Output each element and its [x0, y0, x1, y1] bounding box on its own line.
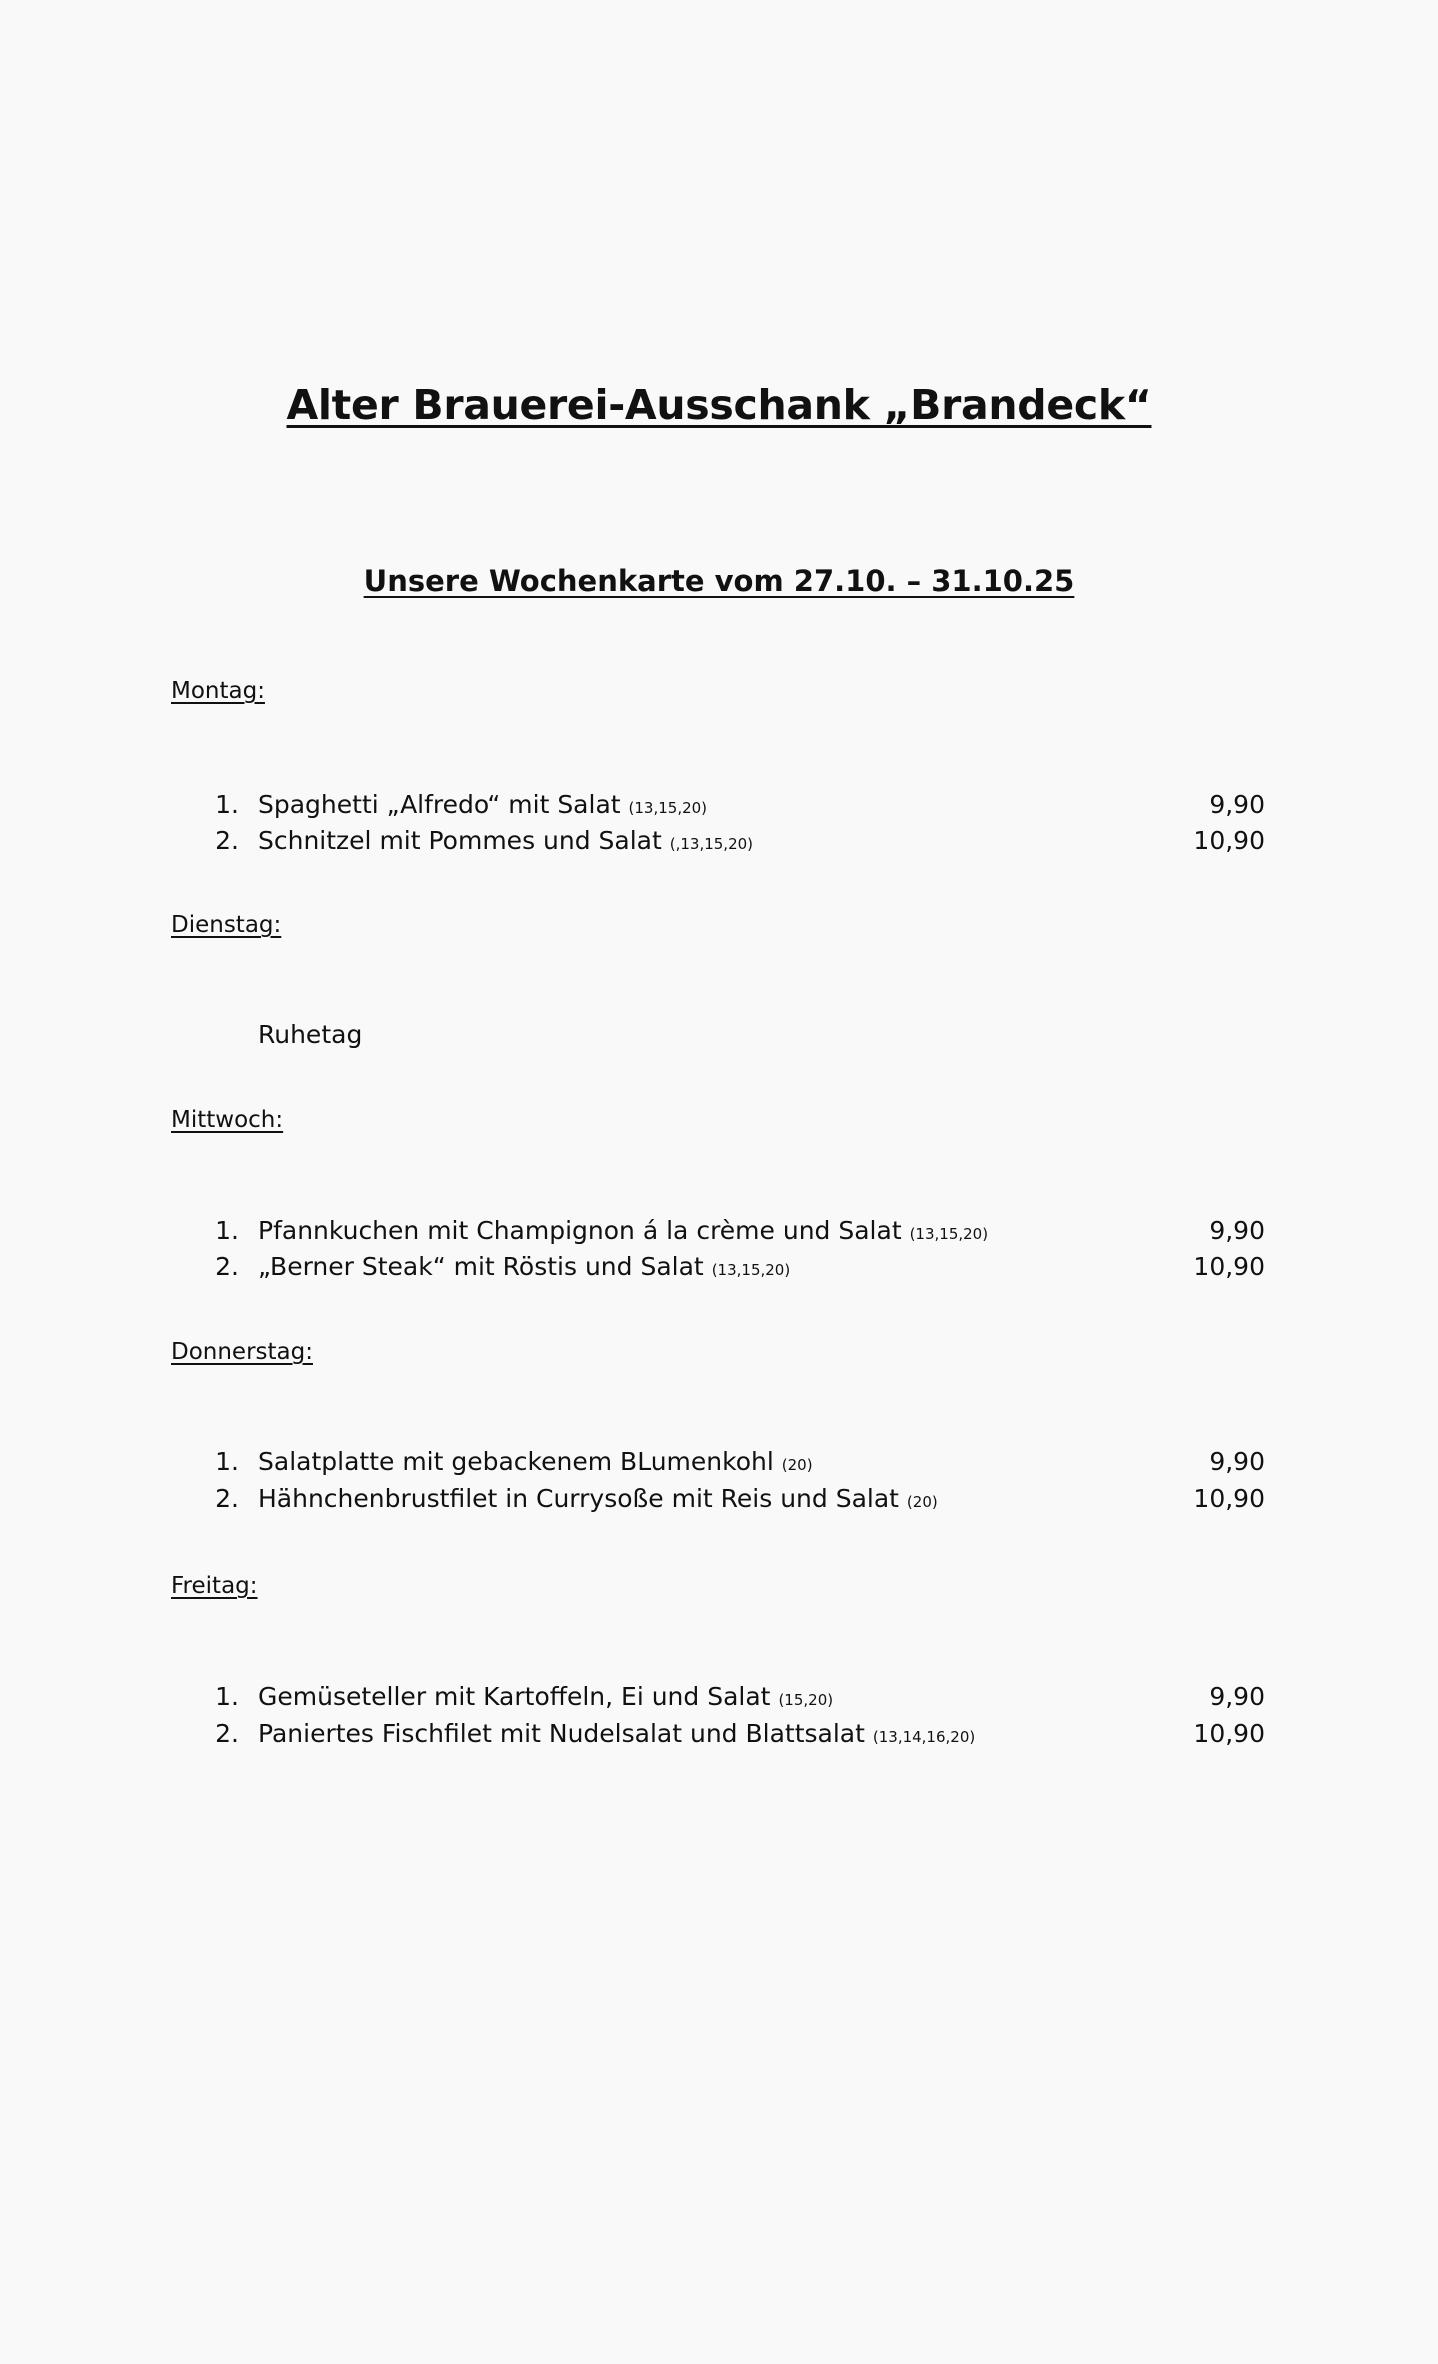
dish-name: „Berner Steak“ mit Röstis und Salat	[258, 1252, 704, 1281]
page-title: Alter Brauerei-Ausschank „Brandeck“	[286, 381, 1152, 429]
item-number: 2.	[215, 826, 239, 855]
dish-name: Salatplatte mit gebackenem BLumenkohl	[258, 1447, 774, 1476]
item-number: 1.	[215, 1216, 239, 1245]
item-number: 2.	[215, 1484, 239, 1513]
item-number: 2.	[215, 1252, 239, 1281]
item-dish	[258, 1249, 790, 1288]
allergen-codes: (13,14,16,20)	[872, 1728, 976, 1746]
item-dish	[258, 1213, 988, 1252]
day-heading-mittwoch: Mittwoch:	[171, 1107, 284, 1133]
dish-name: Spaghetti „Alfredo“ mit Salat	[258, 790, 621, 819]
dish-name: Paniertes Fischfilet mit Nudelsalat und Blattsalat	[258, 1719, 865, 1748]
menu-item	[0, 823, 1438, 859]
dish-name: Pfannkuchen mit Champignon á la crème und Salat	[258, 1216, 902, 1245]
day-heading-freitag: Freitag:	[171, 1573, 258, 1599]
menu-item	[0, 1249, 1438, 1285]
day-heading-donnerstag: Donnerstag:	[171, 1339, 313, 1365]
page-subtitle: Unsere Wochenkarte vom 27.10. – 31.10.25	[363, 564, 1075, 598]
item-dish	[258, 1481, 938, 1520]
day-heading-montag: Montag:	[171, 678, 265, 704]
allergen-codes: (20)	[781, 1456, 813, 1474]
allergen-codes: (20)	[906, 1493, 938, 1511]
day-heading-dienstag: Dienstag:	[171, 912, 282, 938]
item-price: 10,90	[1193, 1484, 1265, 1513]
closed-day-note: Ruhetag	[258, 1020, 363, 1049]
menu-item	[0, 1213, 1438, 1249]
item-price: 10,90	[1193, 1719, 1265, 1748]
item-price: 9,90	[1209, 1216, 1265, 1245]
item-price: 10,90	[1193, 1252, 1265, 1281]
item-number: 1.	[215, 790, 239, 819]
item-dish	[258, 1679, 833, 1718]
menu-item	[0, 1679, 1438, 1715]
item-price: 9,90	[1209, 1447, 1265, 1476]
item-dish	[258, 1444, 813, 1483]
allergen-codes: (,13,15,20)	[669, 835, 754, 853]
menu-item	[0, 1444, 1438, 1480]
item-dish	[258, 787, 707, 826]
dish-name: Gemüseteller mit Kartoffeln, Ei und Salat	[258, 1682, 771, 1711]
item-dish	[258, 823, 753, 862]
allergen-codes: (13,15,20)	[711, 1261, 791, 1279]
dish-name: Hähnchenbrustfilet in Currysoße mit Reis und Salat	[258, 1484, 899, 1513]
menu-item	[0, 1481, 1438, 1517]
item-dish	[258, 1716, 975, 1755]
item-number: 1.	[215, 1447, 239, 1476]
item-price: 10,90	[1193, 826, 1265, 855]
dish-name: Schnitzel mit Pommes und Salat	[258, 826, 662, 855]
item-number: 2.	[215, 1719, 239, 1748]
menu-item	[0, 1716, 1438, 1752]
menu-item	[0, 787, 1438, 823]
allergen-codes: (13,15,20)	[628, 799, 708, 817]
allergen-codes: (15,20)	[778, 1691, 834, 1709]
item-number: 1.	[215, 1682, 239, 1711]
item-price: 9,90	[1209, 1682, 1265, 1711]
item-price: 9,90	[1209, 790, 1265, 819]
allergen-codes: (13,15,20)	[909, 1225, 989, 1243]
